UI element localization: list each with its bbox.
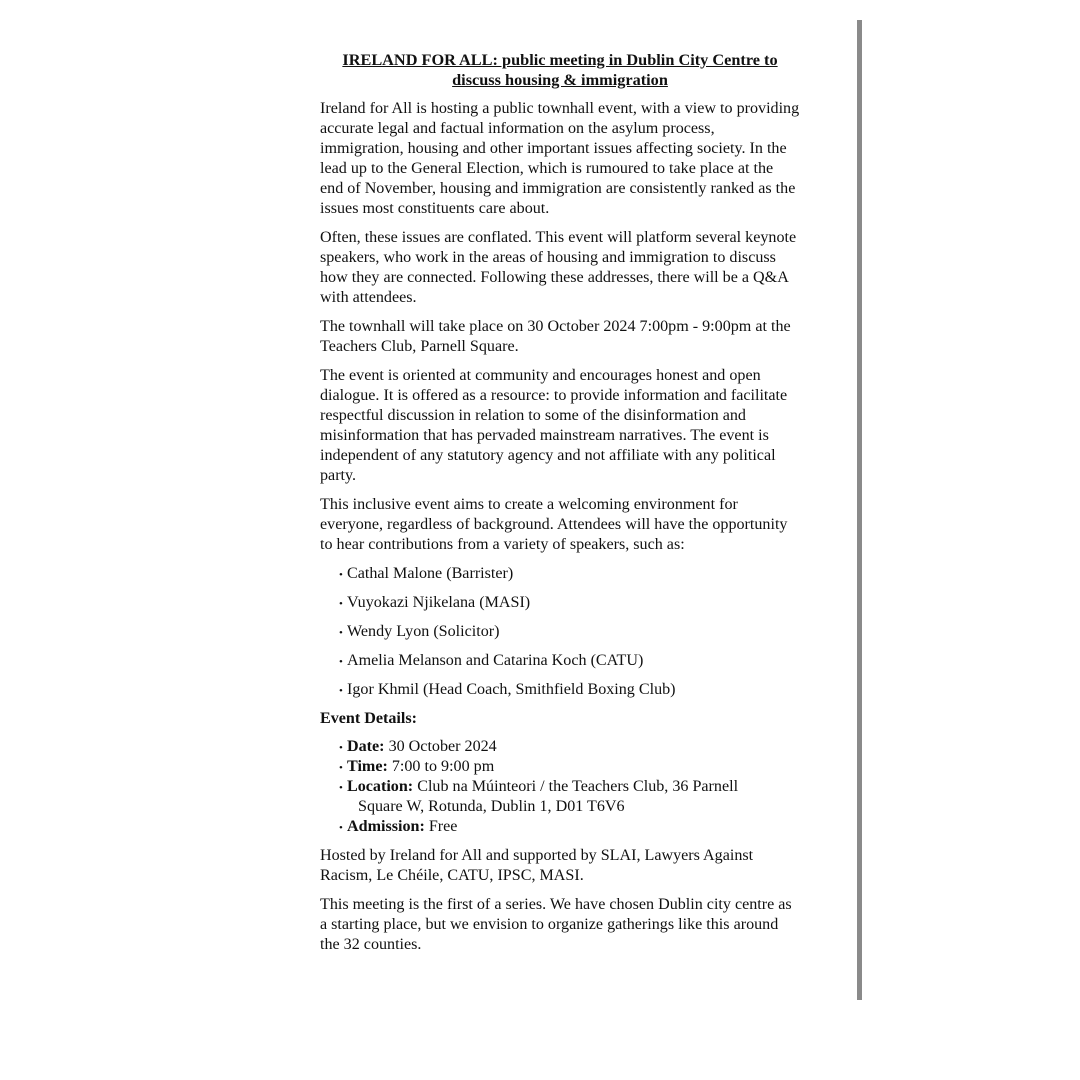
detail-admission-label: Admission: — [347, 818, 425, 835]
detail-location-value-line1: Club na Múinteori / the Teachers Club, 36 Parnell — [417, 778, 739, 795]
vertical-scrollbar[interactable] — [857, 20, 862, 1000]
speaker-item: • Amelia Melanson and Catarina Koch (CATU) — [340, 651, 800, 671]
intro-paragraph: Ireland for All is hosting a public townhall event, with a view to providing accurate legal and factual information on the asylum process, immigration, housing and other important issues affecting society. In the lead up to the General Election, which is rumoured to take place at the end of November, housing and immigration are consistently ranked as the issues most constituents care about. — [320, 100, 800, 217]
detail-location — [340, 777, 800, 817]
series-paragraph: This meeting is the first of a series. We have chosen Dublin city centre as a starting place, but we envision to organize gatherings like this around the 32 counties. — [320, 896, 792, 953]
title-line-1: IRELAND FOR ALL: public meeting in Dublin City Centre to — [342, 50, 778, 69]
detail-time-label: Time: — [347, 758, 388, 775]
speaker-item: • Vuyokazi Njikelana (MASI) — [340, 593, 800, 613]
detail-date-value: 30 October 2024 — [388, 738, 497, 755]
community-paragraph: The event is oriented at community and encourages honest and open dialogue. It is offered as a resource: to provide information and facilitate respectful discussion in relation to some of the disinformation and misinformation that has pervaded mainstream narratives. The event is independent of any statutory agency and not affiliate with any political party. — [320, 367, 788, 484]
title-line-2: discuss housing & immigration — [452, 70, 668, 89]
conflated-paragraph: Often, these issues are conflated. This event will platform several keynote speakers, who work in the areas of housing and immigration to discuss how they are connected. Following these addresses, there will be a Q&A with attendees. — [320, 229, 797, 306]
event-details-list — [320, 737, 800, 837]
detail-admission — [340, 817, 800, 837]
detail-location-value-line2: Square W, Rotunda, Dublin 1, D01 T6V6 — [358, 798, 625, 815]
speaker-item: • Wendy Lyon (Solicitor) — [340, 622, 800, 642]
detail-time — [340, 757, 800, 777]
detail-date — [340, 737, 800, 757]
document-page — [320, 50, 800, 964]
detail-location-label: Location: — [347, 778, 414, 795]
hosted-paragraph: Hosted by Ireland for All and supported by SLAI, Lawyers Against Racism, Le Chéile, CATU, IPSC, MASI. — [320, 847, 754, 884]
schedule-paragraph: The townhall will take place on 30 October 2024 7:00pm - 9:00pm at the Teachers Club, Parnell Square. — [320, 318, 791, 355]
detail-date-label: Date: — [347, 738, 385, 755]
detail-time-value: 7:00 to 9:00 pm — [391, 758, 495, 775]
speaker-item: • Igor Khmil (Head Coach, Smithfield Boxing Club) — [340, 680, 800, 700]
event-details-heading: Event Details: — [320, 710, 417, 727]
detail-admission-value: Free — [428, 818, 458, 835]
speakers-list — [320, 564, 800, 700]
document-title — [320, 50, 800, 90]
inclusive-paragraph: This inclusive event aims to create a welcoming environment for everyone, regardless of background. Attendees will have the opportunity to hear contributions from a variety of speakers, such as: — [320, 496, 788, 553]
speaker-item: • Cathal Malone (Barrister) — [340, 564, 800, 584]
